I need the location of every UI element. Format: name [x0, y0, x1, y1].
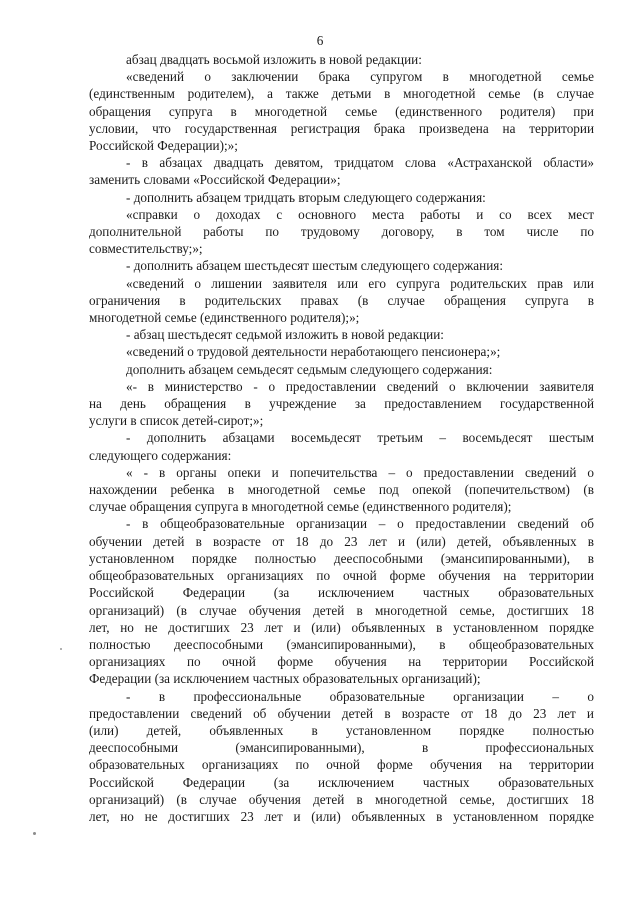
text-line: обучении детей в возрасте от 18 до 23 лет и (или) детей, объявленных в: [89, 533, 594, 549]
text-line: (или) детей, объявленных в установленном порядке полностью: [89, 722, 594, 738]
text-line: дополнить абзацем семьдесят седьмым следующего содержания:: [126, 361, 493, 377]
text-line: полностью дееспособными (эмансипированными), в общеобразовательных: [89, 636, 594, 652]
text-line: «сведений о лишении заявителя или его супруга родительских прав или: [126, 275, 594, 291]
scan-speck-mark: [60, 648, 62, 650]
text-line: услуги в список детей-сирот;»;: [89, 413, 264, 429]
text-line: нахождении ребенка в многодетной семье под опекой (попечительством) (в: [89, 482, 594, 498]
text-line: «сведений о заключении брака супругом в многодетной семье: [126, 69, 594, 85]
text-line: дееспособными (эмансипированными), в профессиональных: [89, 740, 594, 756]
text-line: - дополнить абзацем шестьдесят шестым следующего содержания:: [126, 258, 503, 274]
scan-speck-mark: [33, 832, 36, 835]
text-line: - абзац шестьдесят седьмой изложить в новой редакции:: [126, 327, 444, 343]
text-line: дополнительной работы по трудовому договору, в том числе по: [89, 224, 594, 240]
text-line: «сведений о трудовой деятельности неработающего пенсионера;»;: [126, 344, 501, 360]
page-number: 6: [316, 33, 324, 48]
text-line: организациях по очной форме обучения на территории Российской: [89, 654, 594, 670]
text-line: обращения супруга в многодетной семье (единственного родителя) при: [89, 103, 594, 119]
text-line: лет, но не достигших 23 лет и (или) объявленных в установленном порядке: [89, 619, 594, 635]
text-line: абзац двадцать восьмой изложить в новой редакции:: [126, 52, 422, 67]
text-line: - в общеобразовательные организации – о предоставлении сведений об: [126, 516, 594, 532]
text-line: Федерации (за исключением частных образовательных организаций);: [89, 671, 481, 687]
text-line: лет, но не достигших 23 лет и (или) объявленных в установленном порядке: [89, 808, 594, 824]
text-line: ограничения в родительских правах (в случае обращения супруга в: [89, 292, 594, 308]
document-body: [89, 51, 594, 825]
text-line: следующего содержания:: [89, 447, 232, 463]
text-line: Российской Федерации (за исключением частных образовательных: [89, 585, 594, 601]
text-line: общеобразовательных организациях по очной форме обучения на территории: [89, 568, 594, 584]
text-line: «справки о доходах с основного места работы и со всех мест: [126, 206, 594, 222]
text-line: совместительству;»;: [89, 241, 203, 257]
text-line: - дополнить абзацами восемьдесят третьим – восемьдесят шестым: [126, 430, 594, 446]
text-line: Российской Федерации);»;: [89, 138, 238, 154]
text-line: заменить словами «Российской Федерации»;: [89, 172, 341, 188]
text-line: на день обращения в учреждение за предоставлением государственной: [89, 396, 594, 412]
text-line: (единственным родителем), а также детьми в многодетной семье (в случае: [89, 86, 594, 102]
text-line: установленном порядке полностью дееспособными (эмансипированными), в: [89, 550, 594, 566]
text-line: - в профессиональные образовательные организации – о: [126, 688, 594, 704]
text-line: случае обращения супруга в многодетной семье (единственного родителя);: [89, 499, 512, 515]
text-line: образовательных организациях по очной форме обучения на территории: [89, 757, 594, 773]
text-line: « - в органы опеки и попечительства – о предоставлении сведений о: [126, 464, 594, 480]
text-line: Российской Федерации (за исключением частных образовательных: [89, 774, 594, 790]
text-line: организаций) (в случае обучения детей в многодетной семье, достигших 18: [89, 791, 594, 807]
text-line: - дополнить абзацем тридцать вторым следующего содержания:: [126, 189, 486, 205]
text-line: «- в министерство - о предоставлении сведений о включении заявителя: [126, 378, 594, 394]
text-line: организаций) (в случае обучения детей в многодетной семье, достигших 18: [89, 602, 594, 618]
text-line: - в абзацах двадцать девятом, тридцатом слова «Астраханской области»: [126, 155, 594, 171]
text-line: предоставлении сведений об обучении детей в возрасте от 18 до 23 лет и: [89, 705, 594, 721]
text-line: условии, что государственная регистрация брака произведена на территории: [89, 120, 594, 136]
text-line: многодетной семье (единственного родителя);»;: [89, 310, 360, 326]
